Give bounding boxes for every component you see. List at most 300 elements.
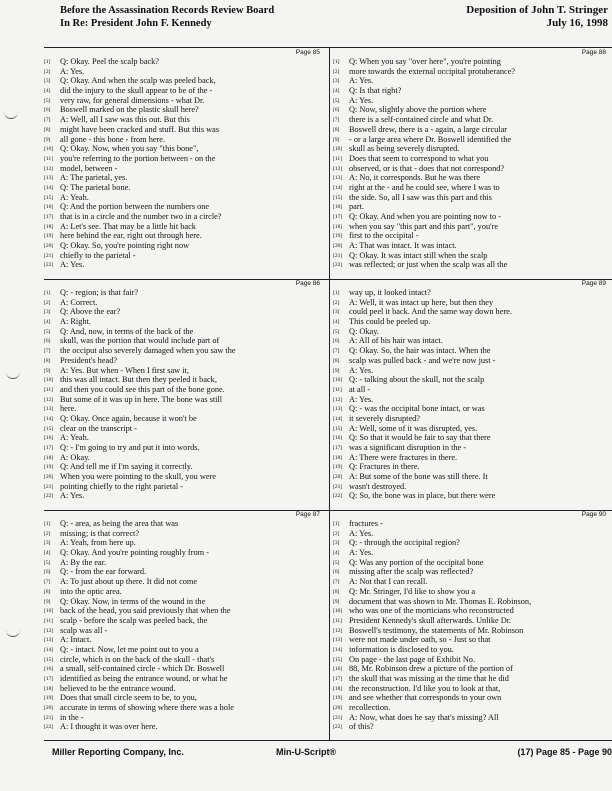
line-text: Q: - intact. Now, let me point out to you a <box>60 644 199 654</box>
transcript-line <box>333 375 612 385</box>
line-text: scalp was all - <box>60 625 108 635</box>
line-number: [3] <box>44 309 51 316</box>
line-number: [8] <box>333 588 340 595</box>
line-text: clear on the transcript - <box>60 423 137 433</box>
case-header <box>60 4 274 30</box>
line-text: A: Yeah. <box>60 192 89 202</box>
transcript-line <box>333 395 612 405</box>
page-number: Page 86 <box>295 280 320 287</box>
line-text: recollection. <box>349 703 391 713</box>
line-number: [2] <box>44 530 51 537</box>
line-text: the skull that was missing at the time that he did <box>349 674 509 683</box>
line-number: [1] <box>44 521 51 527</box>
line-number: [9] <box>44 136 51 143</box>
line-text: skull, was the portion that would include part of <box>60 336 220 346</box>
line-text: A: All of his hair was intact. <box>349 336 443 346</box>
line-number: [21] <box>44 483 54 490</box>
transcript-line <box>333 713 612 723</box>
line-text: model, between - <box>60 163 118 173</box>
line-number: [17] <box>44 214 54 220</box>
transcript-line <box>333 173 612 183</box>
transcript-line <box>333 356 612 366</box>
transcript-line <box>44 558 326 568</box>
transcript-line <box>44 346 326 356</box>
line-number: [2] <box>333 299 340 306</box>
line-text: when you say "this part and this part", you're <box>349 221 499 231</box>
line-number: [21] <box>44 714 54 721</box>
line-text: very raw, for general dimensions - what Dr. <box>60 95 205 105</box>
transcript-line <box>44 453 326 463</box>
line-text: Does that small circle seem to be, to you, <box>60 693 197 703</box>
line-text: - or a large area where Dr. Boswell identified the <box>349 134 512 144</box>
transcript-line <box>333 144 612 154</box>
line-number: [4] <box>333 319 340 326</box>
transcript-line <box>44 655 326 665</box>
line-number: [7] <box>44 117 51 124</box>
line-text: of this? <box>349 722 374 732</box>
line-number: [22] <box>333 493 343 500</box>
line-text: Q: - I'm going to try and put it into words. <box>60 443 200 452</box>
line-text: President's head? <box>60 355 118 365</box>
line-text: all gone - this bone - from here. <box>60 134 166 144</box>
line-text: A: Well, some of it was disrupted, yes. <box>349 423 478 433</box>
transcript-line <box>333 385 612 395</box>
line-text: and then you could see this part of the bone gone. <box>60 384 225 394</box>
line-number: [13] <box>333 637 343 644</box>
line-text: Q: Okay. Now, when you say "this bone", <box>60 144 199 154</box>
line-number: [18] <box>44 223 54 230</box>
transcript-line <box>44 548 326 558</box>
transcript-line <box>44 722 326 732</box>
line-text: A: Let's see. That may be a little bit back <box>60 221 196 231</box>
line-number: [5] <box>333 328 340 335</box>
line-number: [2] <box>333 68 340 75</box>
transcript-line <box>44 298 326 308</box>
line-text: Q: - from the ear forward. <box>60 567 147 577</box>
line-number: [1] <box>44 59 51 65</box>
line-text: Does that seem to correspond to what you <box>349 153 489 163</box>
line-text: Q: Above the ear? <box>60 307 121 317</box>
line-text: here. <box>60 404 77 414</box>
min-u-script-brand: Min-U-Script® <box>276 747 337 757</box>
line-text: Q: Mr. Stringer, I'd like to show you a <box>349 586 476 596</box>
line-number: [11] <box>333 386 342 393</box>
transcript-line <box>44 193 326 203</box>
transcript-line <box>44 307 326 317</box>
transcript-line <box>333 154 612 164</box>
line-number: [11] <box>44 386 53 393</box>
transcript-line <box>44 597 326 607</box>
line-text: more towards the external occipital protuberance? <box>349 66 516 76</box>
line-number: [14] <box>44 184 54 191</box>
line-number: [17] <box>44 445 54 451</box>
transcript-line <box>44 443 326 453</box>
line-text: first to the occipital - <box>349 231 419 241</box>
transcript-page <box>333 511 612 741</box>
line-text: Q: And the portion between the numbers one <box>60 202 210 212</box>
line-text: Q: Now, slightly above the portion where <box>349 105 487 115</box>
line-number: [20] <box>44 243 54 250</box>
line-number: [9] <box>44 598 51 605</box>
line-text: Q: Okay. And you're pointing roughly from - <box>60 548 209 558</box>
line-number: [13] <box>44 175 54 182</box>
line-text: Q: So, the bone was in place, but there were <box>349 491 496 501</box>
transcript-line <box>44 433 326 443</box>
line-number: [17] <box>333 214 343 220</box>
transcript-line <box>44 414 326 424</box>
line-number: [17] <box>333 676 343 682</box>
transcript-line <box>44 424 326 434</box>
line-number: [10] <box>44 377 54 384</box>
line-text: A: No, it corresponds. But he was there <box>349 173 481 183</box>
line-number: [16] <box>333 666 343 673</box>
line-text: 88, Mr. Robinson drew a picture of the portion of <box>349 664 513 674</box>
line-number: [7] <box>333 348 340 355</box>
line-text: identified as being the entrance wound, or what he <box>60 674 228 683</box>
transcript-line <box>44 327 326 337</box>
line-number: [21] <box>333 483 343 490</box>
deposition-title: Deposition of John T. Stringer <box>466 4 608 16</box>
deposition-date: July 16, 1998 <box>546 17 608 29</box>
line-text: A: By the ear. <box>60 557 107 567</box>
transcript-line <box>44 587 326 597</box>
transcript-line <box>44 105 326 115</box>
transcript-line <box>333 336 612 346</box>
transcript-line <box>333 703 612 713</box>
transcript-line <box>44 164 326 174</box>
line-text: A: There were fractures in there. <box>349 452 458 462</box>
transcript-line <box>333 587 612 597</box>
transcript-line <box>44 317 326 327</box>
transcript-grid <box>44 47 612 741</box>
line-number: [8] <box>44 588 51 595</box>
transcript-line <box>333 684 612 694</box>
transcript-line <box>44 635 326 645</box>
transcript-line <box>333 538 612 548</box>
line-number: [14] <box>44 415 54 422</box>
transcript-line <box>44 472 326 482</box>
line-text: a small, self-contained circle - which Dr. Boswell <box>60 664 225 674</box>
transcript-line <box>333 67 612 77</box>
transcript-line <box>44 251 326 261</box>
line-text: A: Well, it was intact up here, but then they <box>349 297 494 307</box>
line-text: Q: - was the occipital bone intact, or was <box>349 404 485 414</box>
line-text: A: Yes. <box>349 394 374 404</box>
line-text: way up, it looked intact? <box>349 288 431 297</box>
line-number: [20] <box>333 474 343 481</box>
transcript-line <box>333 635 612 645</box>
line-text: When you were pointing to the skull, you were <box>60 472 216 482</box>
transcript-line <box>44 202 326 212</box>
line-text: document that was shown to Mr. Thomas E. Robinson, <box>349 596 532 606</box>
page-number: Page 89 <box>581 280 606 287</box>
transcript-line <box>44 491 326 501</box>
line-number: [2] <box>44 299 51 306</box>
line-number: [4] <box>333 88 340 95</box>
line-number: [22] <box>44 493 54 500</box>
line-number: [7] <box>44 579 51 586</box>
transcript-line <box>333 307 612 317</box>
line-text: A: That was intact. It was intact. <box>349 241 457 251</box>
transcript-line <box>44 366 326 376</box>
line-text: there is a self-contained circle and what Dr. <box>349 115 494 125</box>
transcript-line <box>44 288 326 298</box>
line-number: [16] <box>44 204 54 211</box>
transcript-line <box>44 96 326 106</box>
transcript-line <box>44 664 326 674</box>
line-text: A: Yes. <box>349 528 374 538</box>
line-number: [19] <box>333 464 343 471</box>
transcript-line <box>333 616 612 626</box>
line-text: you're referring to the portion between - on the <box>60 153 216 163</box>
line-text: Q: Okay. And when you are pointing now to - <box>349 212 502 221</box>
line-text: A: Correct. <box>60 297 98 307</box>
transcript-line <box>333 231 612 241</box>
transcript-line <box>44 212 326 222</box>
transcript-line <box>44 375 326 385</box>
line-number: [21] <box>333 714 343 721</box>
line-text: Q: - talking about the skull, not the scalp <box>349 375 485 385</box>
line-number: [11] <box>44 617 53 624</box>
line-number: [8] <box>333 126 340 133</box>
line-text: pointing chiefly to the right parietal - <box>60 481 184 491</box>
transcript-line <box>44 395 326 405</box>
page-footer <box>44 740 612 791</box>
transcript-line <box>333 482 612 492</box>
line-number: [10] <box>333 146 343 153</box>
line-text: A: Not that I can recall. <box>349 577 428 587</box>
line-number: [15] <box>333 656 343 663</box>
line-text: But some of it was up in here. The bone was still <box>60 394 223 404</box>
line-number: [18] <box>44 454 54 461</box>
margin-mark <box>4 112 18 119</box>
line-text: A: Well, all I saw was this out. But this <box>60 115 190 125</box>
line-number: [5] <box>44 328 51 335</box>
line-number: [2] <box>44 68 51 75</box>
transcript-line <box>333 260 612 270</box>
line-number: [5] <box>44 97 51 104</box>
transcript-page <box>333 280 612 509</box>
line-number: [12] <box>333 165 343 172</box>
line-number: [20] <box>333 705 343 712</box>
line-text: right at the - and he could see, where I was to <box>349 182 500 192</box>
line-text: fractures - <box>349 519 383 528</box>
line-text: missing; is that correct? <box>60 528 140 538</box>
line-number: [15] <box>44 425 54 432</box>
line-text: did the injury to the skull appear to be of the - <box>60 86 213 96</box>
line-number: [15] <box>333 194 343 201</box>
line-number: [5] <box>44 559 51 566</box>
transcript-line <box>333 567 612 577</box>
line-number: [1] <box>333 521 340 527</box>
transcript-line <box>44 606 326 616</box>
line-text: could peel it back. And the same way down here. <box>349 307 512 317</box>
line-number: [15] <box>44 656 54 663</box>
line-text: skull as being severely disrupted. <box>349 144 460 154</box>
line-text: Q: Okay. So, the hair was intact. When the <box>349 346 491 356</box>
line-number: [1] <box>44 290 51 296</box>
transcript-line <box>333 529 612 539</box>
line-number: [22] <box>44 724 54 731</box>
line-text: scalp - before the scalp was peeled back, the <box>60 615 208 625</box>
transcript-line <box>44 577 326 587</box>
transcript-line <box>333 558 612 568</box>
line-text: who was one of the morticians who reconstructed <box>349 606 514 616</box>
line-text: A: Okay. <box>60 452 90 462</box>
line-number: [3] <box>333 78 340 85</box>
transcript-line <box>333 164 612 174</box>
line-text: Boswell marked on the plastic skull here? <box>60 105 199 115</box>
line-number: [12] <box>44 165 54 172</box>
transcript-line <box>333 222 612 232</box>
line-text: accurate in terms of showing where there was a hole <box>60 703 234 713</box>
transcript-line <box>44 67 326 77</box>
transcript-line <box>44 404 326 414</box>
transcript-line <box>333 212 612 222</box>
line-text: A: Yes. <box>60 66 85 76</box>
line-text: Boswell drew, there is a - again, a large circular <box>349 124 508 134</box>
line-text: were not made under oath, so - Just so that <box>349 635 491 645</box>
line-text: Q: Fractures in there. <box>349 462 420 472</box>
transcript-line <box>333 491 612 501</box>
line-text: that is in a circle and the number two in a circle? <box>60 212 222 221</box>
line-text: might have been cracked and stuff. But this was <box>60 124 220 134</box>
line-number: [16] <box>333 204 343 211</box>
line-text: Boswell's testimony, the statements of Mr. Robinson <box>349 625 524 635</box>
transcript-line <box>333 76 612 86</box>
transcript-line <box>44 144 326 154</box>
line-number: [14] <box>333 646 343 653</box>
transcript-line <box>44 241 326 251</box>
transcript-page <box>44 511 326 741</box>
transcript-line <box>333 115 612 125</box>
line-number: [4] <box>44 550 51 557</box>
line-number: [18] <box>44 685 54 692</box>
line-number: [22] <box>333 262 343 269</box>
margin-mark <box>6 372 20 379</box>
line-text: circle, which is on the back of the skull - that's <box>60 654 215 664</box>
line-number: [13] <box>333 175 343 182</box>
transcript-line <box>44 135 326 145</box>
line-text: was reflected; or just when the scalp was all the <box>349 260 508 270</box>
transcript-line <box>333 135 612 145</box>
transcript-line <box>44 336 326 346</box>
line-text: information is disclosed to you. <box>349 644 454 654</box>
transcript-line <box>333 346 612 356</box>
line-text: Q: - through the occipital region? <box>349 538 460 548</box>
line-number: [10] <box>44 146 54 153</box>
line-number: [8] <box>333 357 340 364</box>
transcript-line <box>333 424 612 434</box>
transcript-line <box>333 241 612 251</box>
transcript-line <box>44 154 326 164</box>
transcript-line <box>333 57 612 67</box>
line-number: [13] <box>44 637 54 644</box>
line-text: A: Intact. <box>60 635 92 645</box>
line-text: A: Yes. <box>60 491 85 501</box>
line-number: [1] <box>333 59 340 65</box>
line-text: Q: The parietal bone. <box>60 182 131 192</box>
transcript-line <box>333 674 612 684</box>
transcript-line <box>44 222 326 232</box>
line-number: [6] <box>44 569 51 576</box>
line-text: it severely disrupted? <box>349 413 420 423</box>
line-number: [12] <box>333 396 343 403</box>
line-number: [9] <box>333 367 340 374</box>
transcript-line <box>44 693 326 703</box>
line-number: [22] <box>44 262 54 269</box>
transcript-page <box>44 49 326 278</box>
line-number: [13] <box>333 406 343 413</box>
deposition-header <box>466 4 608 30</box>
line-text: wasn't destroyed. <box>349 481 407 491</box>
transcript-line <box>333 298 612 308</box>
line-text: A: But some of the bone was still there. It <box>349 472 488 482</box>
line-number: [19] <box>333 233 343 240</box>
transcript-line <box>333 288 612 298</box>
line-text: here behind the ear, right out through here. <box>60 231 202 241</box>
line-text: A: Yeah, from here up. <box>60 538 136 548</box>
transcript-line <box>44 626 326 636</box>
line-number: [12] <box>44 627 54 634</box>
transcript-line <box>333 105 612 115</box>
line-number: [11] <box>333 617 342 624</box>
line-text: A: To just about up there. It did not come <box>60 577 198 587</box>
transcript-line <box>44 713 326 723</box>
transcript-line <box>44 183 326 193</box>
transcript-line <box>333 645 612 655</box>
line-number: [15] <box>44 194 54 201</box>
line-number: [3] <box>333 540 340 547</box>
page-number: Page 87 <box>295 511 320 518</box>
line-number: [7] <box>333 579 340 586</box>
line-text: Q: Okay. Peel the scalp back? <box>60 57 159 66</box>
line-text: this was all intact. But then they peeled it back, <box>60 375 217 385</box>
line-number: [16] <box>44 666 54 673</box>
line-text: in the - <box>60 712 84 722</box>
line-text: the side. So, all I saw was this part and this <box>349 192 492 202</box>
line-number: [6] <box>44 338 51 345</box>
transcript-line <box>333 655 612 665</box>
transcript-line <box>333 404 612 414</box>
line-text: at all - <box>349 384 371 394</box>
transcript-line <box>44 616 326 626</box>
transcript-line <box>44 462 326 472</box>
transcript-line <box>44 538 326 548</box>
transcript-line <box>333 597 612 607</box>
line-number: [14] <box>44 646 54 653</box>
line-text: the occiput also severely damaged when you saw the <box>60 346 236 356</box>
line-text: Q: And, now, in terms of the back of the <box>60 326 194 336</box>
transcript-line <box>333 722 612 732</box>
line-number: [12] <box>333 627 343 634</box>
transcript-line <box>44 529 326 539</box>
line-text: A: I thought it was over here. <box>60 722 158 732</box>
line-number: [7] <box>44 348 51 355</box>
transcript-line <box>44 703 326 713</box>
line-text: A: The parietal, yes. <box>60 173 128 183</box>
line-number: [18] <box>333 454 343 461</box>
transcript-line <box>333 519 612 529</box>
line-number: [16] <box>44 435 54 442</box>
line-number: [4] <box>333 550 340 557</box>
line-text: A: Yes. <box>60 260 85 270</box>
transcript-line <box>44 385 326 395</box>
line-text: Q: Okay. Once again, because it won't be <box>60 413 197 423</box>
transcript-line <box>333 472 612 482</box>
line-number: [14] <box>333 415 343 422</box>
line-number: [19] <box>44 464 54 471</box>
